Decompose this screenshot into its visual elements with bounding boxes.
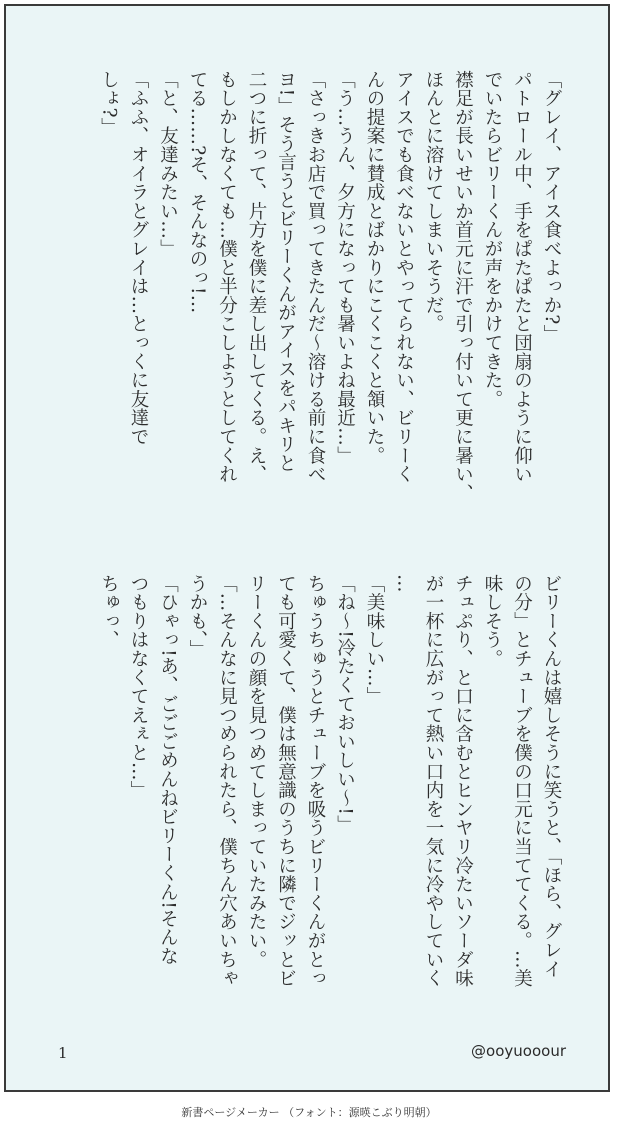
text-line: つもりはなくてえぇと…」 — [128, 574, 149, 800]
text-line: ても可愛くて、僕は無意識のうちに隣でジッとビ — [275, 574, 297, 988]
text-line: ちゅっ、 — [98, 574, 120, 650]
footer-credit: 新書ページメーカー （フォント：源暎こぶり明朝） — [181, 1106, 437, 1119]
text-line: 味しそう。 — [482, 574, 503, 668]
text-line: 「…そんなに見つめられたら、僕ちん穴あいちゃ — [216, 574, 238, 988]
text-line: 「ね〜!冷たくておいしい〜!」 — [334, 574, 356, 834]
text-line: もしかしなくても…僕と半分こしようとしてくれ — [216, 70, 238, 484]
text-line: ほんとに溶けてしまいそうだ。 — [423, 70, 444, 334]
lower-text-block — [94, 574, 566, 1004]
text-line: 二つに折って、片方を僕に差し出してくる。え、 — [246, 70, 267, 484]
upper-text-block — [94, 70, 566, 540]
text-line: しょ?」 — [98, 70, 120, 137]
text-line: でいたらビリーくんが声をかけてきた。 — [482, 70, 503, 409]
text-line: 襟足が長いせいか首元に汗で引っ付いて更に暑い、 — [452, 70, 474, 503]
text-line: の分」とチューブを僕の口元に当ててくる。…美 — [511, 574, 533, 988]
text-line: パトロール中、手をぱたぱたと団扇のように仰い — [511, 70, 533, 484]
text-line: うかも、」 — [187, 574, 208, 659]
text-line: … — [393, 574, 415, 593]
text-line: ちゅうちゅうとチューブを吸うビリーくんがとっ — [305, 574, 326, 988]
text-line: てる……?そ、そんなのっ!… — [187, 70, 208, 314]
author-handle: @ooyuooour — [471, 1042, 566, 1060]
text-line: 「美味しい…」 — [364, 574, 385, 706]
text-line: 「ひゃっ!あ、ごごごめんねビリーくん!そんな — [157, 574, 179, 966]
text-line: リーくんの顔を見つめてしまっていたみたい。 — [246, 574, 267, 969]
text-line: んの提案に賛成とばかりにこくこくと頷いた。 — [364, 70, 385, 465]
text-line: ビリーくんは嬉しそうに笑うと、「ほら、グレイ — [541, 574, 562, 979]
text-line: アイスでも食べないとやってられない、ビリーく — [393, 70, 415, 484]
text-line: 「う…うん、夕方になっても暑いよね最近…」 — [334, 70, 356, 465]
text-line: 「ふふ、オイラとグレイは…とっくに友達で — [128, 70, 149, 446]
text-line: が一杯に広がって熱い口内を一気に冷やしていく — [423, 574, 444, 988]
manuscript-page — [4, 4, 610, 1092]
text-line: 「と、友達みたい…」 — [157, 70, 179, 258]
text-line: チュぷり、と口に含むとヒンヤリ冷たいソーダ味 — [452, 574, 474, 988]
text-line: 「さっきお店で買ってきたんだ〜溶ける前に食べ — [305, 70, 326, 484]
text-line: ヨ!」そう言うとビリーくんがアイスをパキリと — [275, 70, 297, 473]
text-line: 「グレイ、アイス食べよっか?」 — [541, 70, 562, 344]
page-number: 1 — [58, 1044, 68, 1062]
